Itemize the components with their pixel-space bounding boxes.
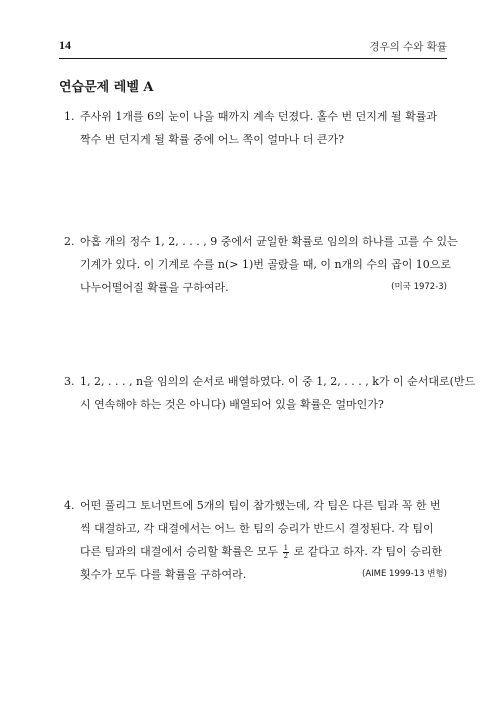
problem-line: 어떤 풀리그 토너먼트에 5개의 팀이 참가했는데, 각 팀은 다른 팀과 꼭 한 번 [80,499,441,512]
problem-1 [64,105,447,151]
problem-source: (AIME 1999-13 변형) [362,569,447,579]
page-header [59,38,447,56]
problem-line: 기계가 있다. 이 기계로 수를 n(> 1)번 골랐을 때, 이 n개의 수의 곱이 10으로 [80,258,452,271]
problem-line: 횟수가 모두 다를 확률을 구하여라. [80,568,247,581]
problem-number: 4. [64,499,75,512]
problem-line: 로 같다고 하자. 각 팀이 승리한 [293,545,443,558]
problem-line-with-source [80,563,447,586]
problem-number: 2. [64,235,75,248]
problem-line-with-fraction [80,540,447,563]
problem-3 [64,370,476,416]
running-title: 경우의 수와 확률 [369,41,447,53]
page-number: 14 [59,38,71,52]
header-rule [59,58,447,59]
problem-line: 1, 2, . . . , n을 임의의 순서로 배열하였다. 이 중 1, 2, . . . , k가 이 순서대로(반드 [80,375,476,388]
problem-line: 씩 대결하고, 각 대결에서는 어느 한 팀의 승리가 반드시 결정된다. 각 팀이 [80,522,434,535]
problem-number: 1. [64,110,75,123]
problem-line: 짝수 번 던지게 될 확률 중에 어느 쪽이 얼마나 더 큰가? [80,133,345,146]
problem-line: 주사위 1개를 6의 눈이 나올 때까지 계속 던졌다. 홀수 번 던지게 될 확률과 [80,110,437,123]
problem-text [80,230,458,299]
fraction-one-half [283,545,289,560]
problem-number: 3. [64,375,75,388]
problem-2 [64,230,458,299]
problem-text [80,370,476,416]
problem-text [80,494,447,586]
problem-4 [64,494,447,586]
problem-line: 나누어떨어질 확률을 구하여라. [80,281,229,294]
problem-text [80,105,447,151]
problem-source: (미국 1972-3) [391,282,447,292]
section-title: 연습문제 레벨 A [59,80,154,95]
problem-line: 아홉 개의 정수 1, 2, . . . , 9 중에서 균일한 확률로 임의의 하나를 고를 수 있는 [80,235,458,248]
problem-line: 시 연속해야 하는 것은 아니다) 배열되어 있을 확률은 얼마인가? [80,398,384,411]
problem-line-with-source [80,276,447,299]
fraction-numerator: 1 [283,543,289,552]
fraction-denominator: 2 [283,551,289,560]
problem-line: 다른 팀과의 대결에서 승리할 확률은 모두 [80,545,279,558]
